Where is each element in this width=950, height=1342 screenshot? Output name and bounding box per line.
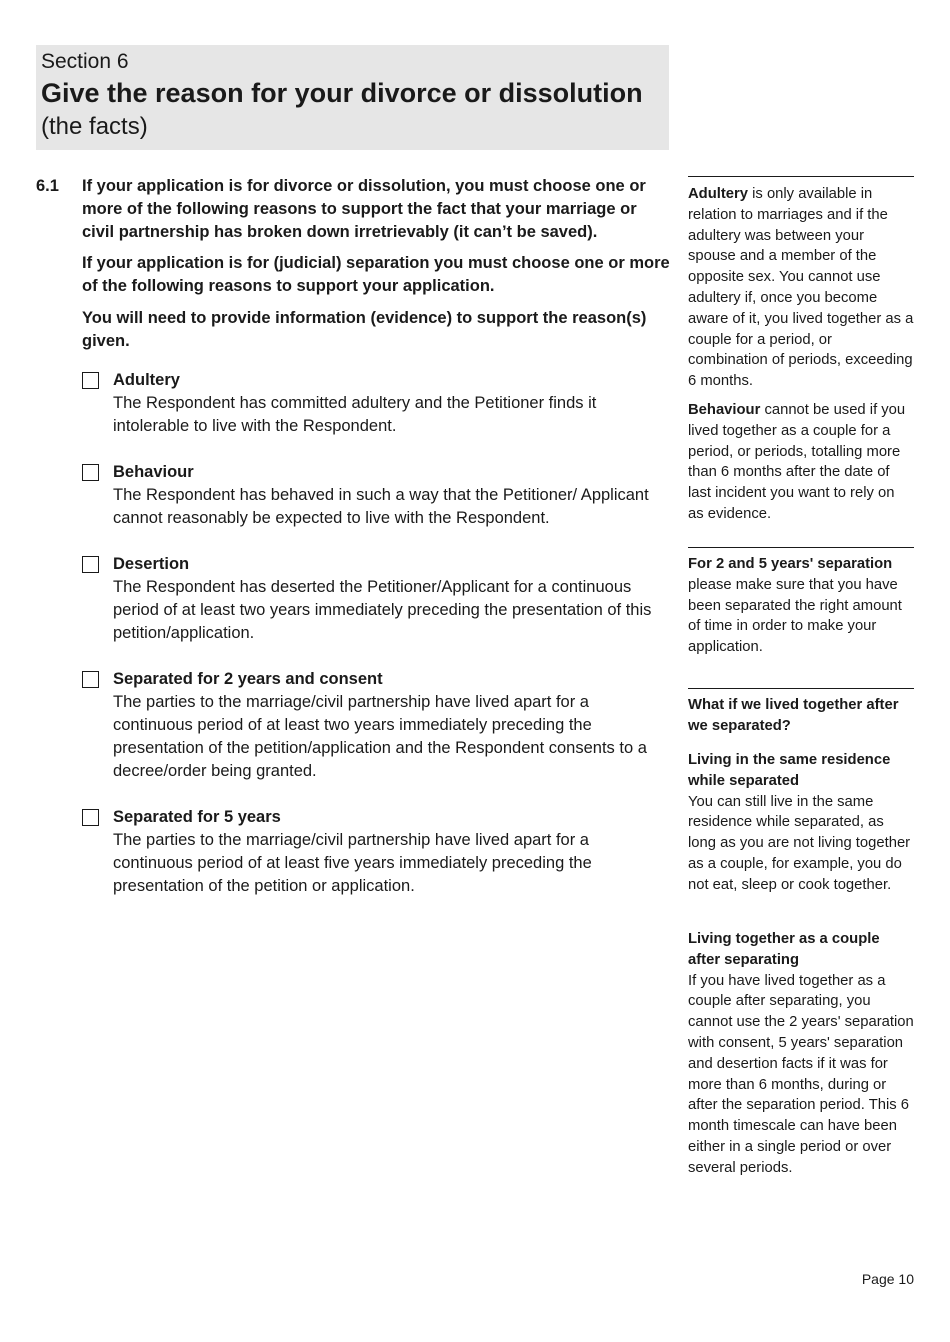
- sidebar-separation-term: For 2 and 5 years' separation: [688, 556, 893, 572]
- sidebar-separation-note: [688, 554, 914, 658]
- option-description: The parties to the marriage/civil partnership have lived apart for a continuous period of at least two years immediately preceding the presentation of the petition/application and the Respondent consents to a decree/order being granted.: [113, 693, 647, 780]
- sidebar-behaviour-note: [688, 400, 914, 525]
- sidebar-living-as-couple: [688, 929, 914, 1179]
- question-number: 6.1: [36, 177, 59, 195]
- option-description: The Respondent has deserted the Petitioner/Applicant for a continuous period of at least two years immediately preceding the presentation of this petition/application.: [113, 578, 652, 642]
- sidebar-divider: [688, 688, 914, 689]
- question-intro-para2: If your application is for (judicial) separation you must choose one or more of the following reasons to support your application.: [82, 254, 670, 295]
- sidebar-paragraph: If you have lived together as a couple after separating, you cannot use the 2 years' separation with consent, 5 years' separation and desertion facts if it was for more than 6 months, during or after the separation period. This 6 month timescale can have been either in a single period or over several periods.: [688, 972, 914, 1176]
- question-intro-para1: If your application is for divorce or dissolution, you must choose one or more of the following reasons to support the fact that your marriage or civil partnership has broken down irretrievably (it can’t be saved).: [82, 177, 646, 241]
- question-intro-para3: You will need to provide information (evidence) to support the reason(s) given.: [82, 309, 647, 350]
- sidebar-adultery-text: is only available in relation to marriages and if the adultery was between your spouse and a member of the opposite sex. You cannot use adultery if, once you become aware of it, you lived together as a couple for a period, or combination of periods, exceeding 6 months.: [688, 186, 914, 390]
- option-label: Desertion: [113, 555, 190, 573]
- adultery-checkbox[interactable]: [82, 372, 99, 389]
- option-label: Separated for 2 years and consent: [113, 670, 383, 688]
- sidebar-subheading: Living in the same residence while separated: [688, 752, 891, 789]
- sidebar-paragraph: You can still live in the same residence while separated, as long as you are not living together as a couple, for example, you do not eat, sleep or cook together.: [688, 793, 911, 893]
- page-title: Give the reason for your divorce or dissolution: [41, 78, 643, 108]
- section-header: [36, 45, 669, 150]
- sidebar-divider: [688, 547, 914, 548]
- sidebar-heading: What if we lived together after we separated?: [688, 697, 899, 734]
- separated-2-years-checkbox[interactable]: [82, 671, 99, 688]
- sidebar-divider: [688, 176, 914, 177]
- separated-5-years-checkbox[interactable]: [82, 809, 99, 826]
- sidebar-adultery-note: [688, 184, 914, 392]
- option-label: Separated for 5 years: [113, 808, 281, 826]
- page-number: Page 10: [861, 1271, 914, 1287]
- sidebar-behaviour-term: Behaviour: [688, 402, 761, 418]
- desertion-checkbox[interactable]: [82, 556, 99, 573]
- option-description: The parties to the marriage/civil partnership have lived apart for a continuous period of at least five years immediately preceding the presentation of the petition or application.: [113, 831, 592, 895]
- sidebar-same-residence: [688, 750, 914, 896]
- sidebar-behaviour-text: cannot be used if you lived together as a couple for a period, or periods, totalling more than 6 months after the date of last incident you want to rely on as evidence.: [688, 402, 906, 522]
- section-number: Section 6: [41, 50, 129, 73]
- option-description: The Respondent has committed adultery and the Petitioner finds it intolerable to live with the Respondent.: [113, 394, 597, 435]
- page-subtitle: (the facts): [41, 113, 148, 140]
- sidebar-adultery-term: Adultery: [688, 186, 749, 202]
- sidebar-lived-together-heading: [688, 695, 914, 737]
- option-label: Behaviour: [113, 463, 194, 481]
- sidebar-separation-text: please make sure that you have been separated the right amount of time in order to make your application.: [688, 576, 902, 656]
- option-description: The Respondent has behaved in such a way that the Petitioner/ Applicant cannot reasonably be expected to live with the Respondent.: [113, 486, 649, 527]
- sidebar-subheading: Living together as a couple after separating: [688, 931, 880, 968]
- behaviour-checkbox[interactable]: [82, 464, 99, 481]
- option-label: Adultery: [113, 371, 180, 389]
